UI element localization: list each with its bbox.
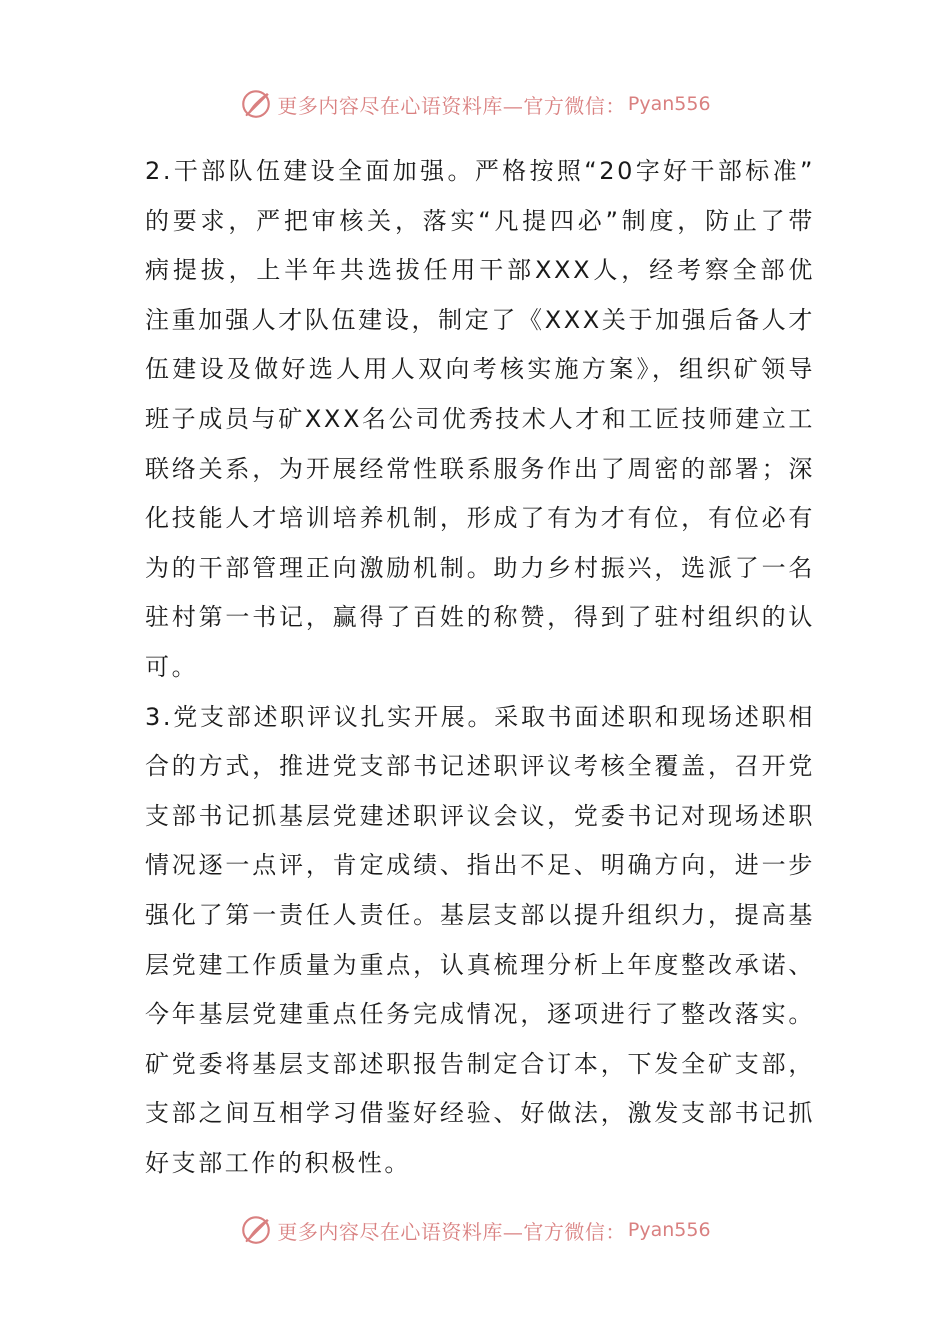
text-line: 班子成员与矿XXX名公司优秀技术人才和工匠技师建立工 bbox=[145, 404, 815, 433]
text-line: 今年基层党建重点任务完成情况，逐项进行了整改落实。 bbox=[145, 1000, 815, 1029]
text-line: 层党建工作质量为重点，认真梳理分析上年度整改承诺、 bbox=[145, 950, 815, 979]
pen-logo-icon bbox=[239, 87, 273, 121]
text-line: 病提拔，上半年共选拔任用干部XXX人，经考察全部优 bbox=[145, 256, 815, 285]
text-line: 为的干部管理正向激励机制。助力乡村振兴，选派了一名 bbox=[145, 553, 815, 582]
text-line: 伍建设及做好选人用人双向考核实施方案》，组织矿领导 bbox=[145, 355, 815, 384]
text-line: 好支部工作的积极性。 bbox=[145, 1148, 411, 1177]
footer-watermark bbox=[0, 1210, 950, 1250]
text-line: 驻村第一书记，赢得了百姓的称赞，得到了驻村组织的认 bbox=[145, 603, 815, 632]
paragraph bbox=[145, 147, 815, 693]
watermark-text: 更多内容尽在心语资料库—官方微信： bbox=[277, 1219, 626, 1244]
text-line: 强化了第一责任人责任。基层支部以提升组织力，提高基 bbox=[145, 900, 815, 929]
text-line: 情况逐一点评，肯定成绩、指出不足、明确方向，进一步 bbox=[145, 851, 815, 880]
text-line: 3.党支部述职评议扎实开展。采取书面述职和现场述职相 bbox=[145, 702, 815, 731]
text-line: 注重加强人才队伍建设，制定了《XXX关于加强后备人才 bbox=[145, 305, 815, 334]
text-line: 合的方式，推进党支部书记述职评议考核全覆盖，召开党 bbox=[145, 752, 815, 781]
watermark-wechat-id: Pyan556 bbox=[627, 93, 711, 115]
text-line: 支部书记抓基层党建述职评议会议，党委书记对现场述职 bbox=[145, 801, 815, 830]
watermark-wechat-id: Pyan556 bbox=[627, 1219, 711, 1241]
document-body bbox=[145, 147, 815, 1188]
paragraph bbox=[145, 693, 815, 1189]
text-line: 2.干部队伍建设全面加强。严格按照“20字好干部标准” bbox=[145, 157, 815, 185]
text-line: 化技能人才培训培养机制，形成了有为才有位，有位必有 bbox=[145, 504, 815, 533]
header-watermark bbox=[0, 84, 950, 124]
text-line: 联络关系，为开展经常性联系服务作出了周密的部署；深 bbox=[145, 454, 815, 483]
text-line: 矿党委将基层支部述职报告制定合订本，下发全矿支部， bbox=[145, 1049, 815, 1078]
text-line: 的要求，严把审核关，落实“凡提四必”制度，防止了带 bbox=[145, 206, 815, 235]
pen-logo-icon bbox=[239, 1213, 273, 1247]
text-line: 支部之间互相学习借鉴好经验、好做法，激发支部书记抓 bbox=[145, 1099, 815, 1128]
text-line: 可。 bbox=[145, 652, 199, 681]
paragraph-container bbox=[145, 147, 815, 1188]
watermark-text: 更多内容尽在心语资料库—官方微信： bbox=[277, 93, 626, 118]
